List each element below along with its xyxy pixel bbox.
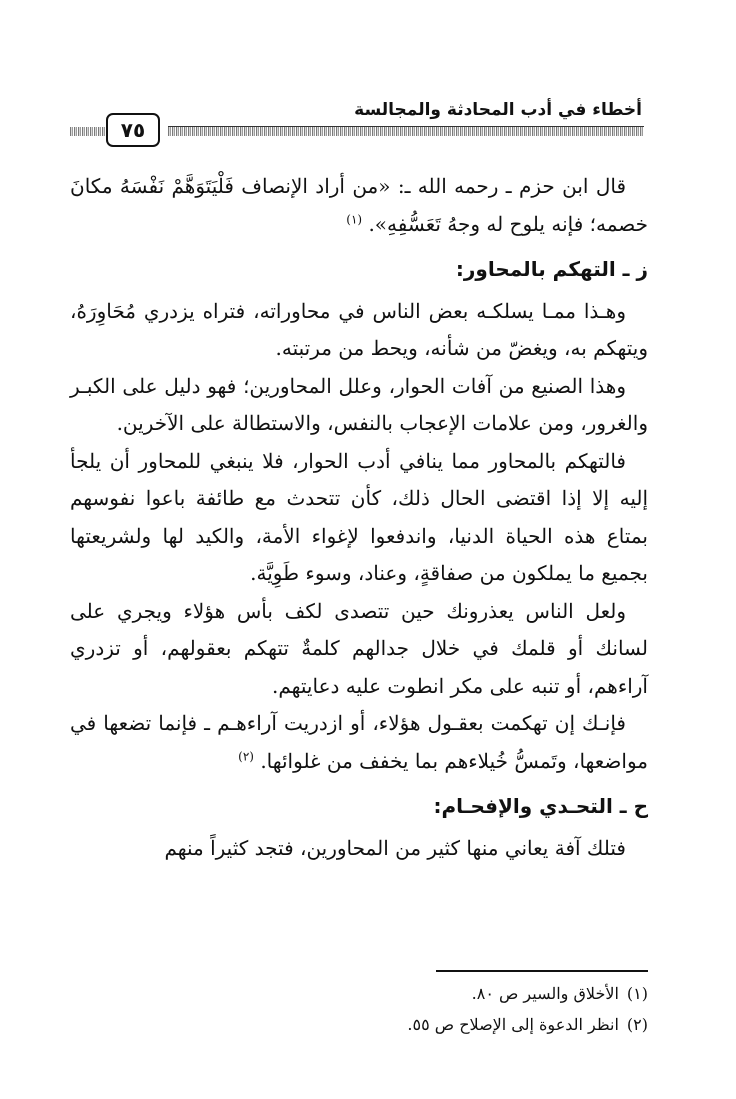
page-number: ٧٥ <box>106 113 160 147</box>
section-heading-z: ز ـ التهكم بالمحاور: <box>455 257 648 281</box>
footnote-text: الأخلاق والسير ص ٨٠. <box>471 984 619 1003</box>
paragraph-6-text: فإنـك إن تهكمت بعقـول هؤلاء، أو ازدريت آراءهـم ـ فإنما تضعها في مواضعها، وتَمسُّ خُيلاءهم بما يخفف من غلوائها. <box>70 711 648 773</box>
footnote-number: (١) <box>626 984 648 1003</box>
paragraph-7: فتلك آفة يعاني منها كثير من المحاورين، فتجد كثيراً منهم <box>164 835 626 860</box>
paragraph-1-text: قال ابن حزم ـ رحمه الله ـ: «من أراد الإنصاف فَلْيَتَوَهَّمْ نَفْسَهُ مكانَ خصمه؛ فإنه يلوح له وجهُ تَعَسُّفِهِ». <box>70 174 648 236</box>
paragraph-3: وهذا الصنيع من آفات الحوار، وعلل المحاورين؛ فهو دليل على الكبـر والغرور، ومن علامات الإعجاب بالنفس، والاستطالة على الآخرين. <box>70 373 648 435</box>
paragraph-4: فالتهكم بالمحاور مما ينافي أدب الحوار، فلا ينبغي للمحاور أن يلجأ إليه إلا إذا اقتضى الحال ذلك، كأن تتحدث مع طائفة باعوا نفوسهم بمتاع هذه الحياة الدنيا، واندفعوا لإغواء الأمة، والكيد لها ولشريعتها بجميع ما يملكون من صفاقةٍ، وعناد، وسوء طَوِيَّة. <box>70 448 648 585</box>
footnote-number: (٢) <box>626 1015 648 1034</box>
main-text <box>70 168 648 867</box>
paragraph-5: ولعل الناس يعذرونك حين تتصدى لكف بأس هؤلاء ويجري على لسانك أو قلمك في خلال جدالهم كلمةٌ تتهكم بعقولهم، أو تزدري آراءهم، أو تنبه على مكر انطوت عليه دعايتهم. <box>70 598 648 698</box>
header-rule-left <box>70 127 106 136</box>
footnote-1 <box>70 978 648 1009</box>
header-rule <box>168 127 644 136</box>
paragraph-6 <box>70 705 648 780</box>
footnote-separator <box>436 970 648 972</box>
paragraph-1 <box>70 168 648 243</box>
running-title: أخطاء في أدب المحادثة والمجالسة <box>354 100 642 120</box>
footnote-2 <box>70 1009 648 1040</box>
footnote-ref-1: (١) <box>346 211 363 226</box>
section-heading-h: ح ـ التحـدي والإفحـام: <box>433 794 648 818</box>
paragraph-2: وهـذا ممـا يسلكـه بعض الناس في محاوراته، فتراه يزدري مُحَاوِرَهُ، ويتهكم به، ويغضّ من شأنه، ويحط من مرتبته. <box>70 298 648 360</box>
footnote-text: انظر الدعوة إلى الإصلاح ص ٥٥. <box>407 1015 619 1034</box>
footnote-ref-2: (٢) <box>238 748 254 763</box>
footnotes <box>70 978 648 1040</box>
